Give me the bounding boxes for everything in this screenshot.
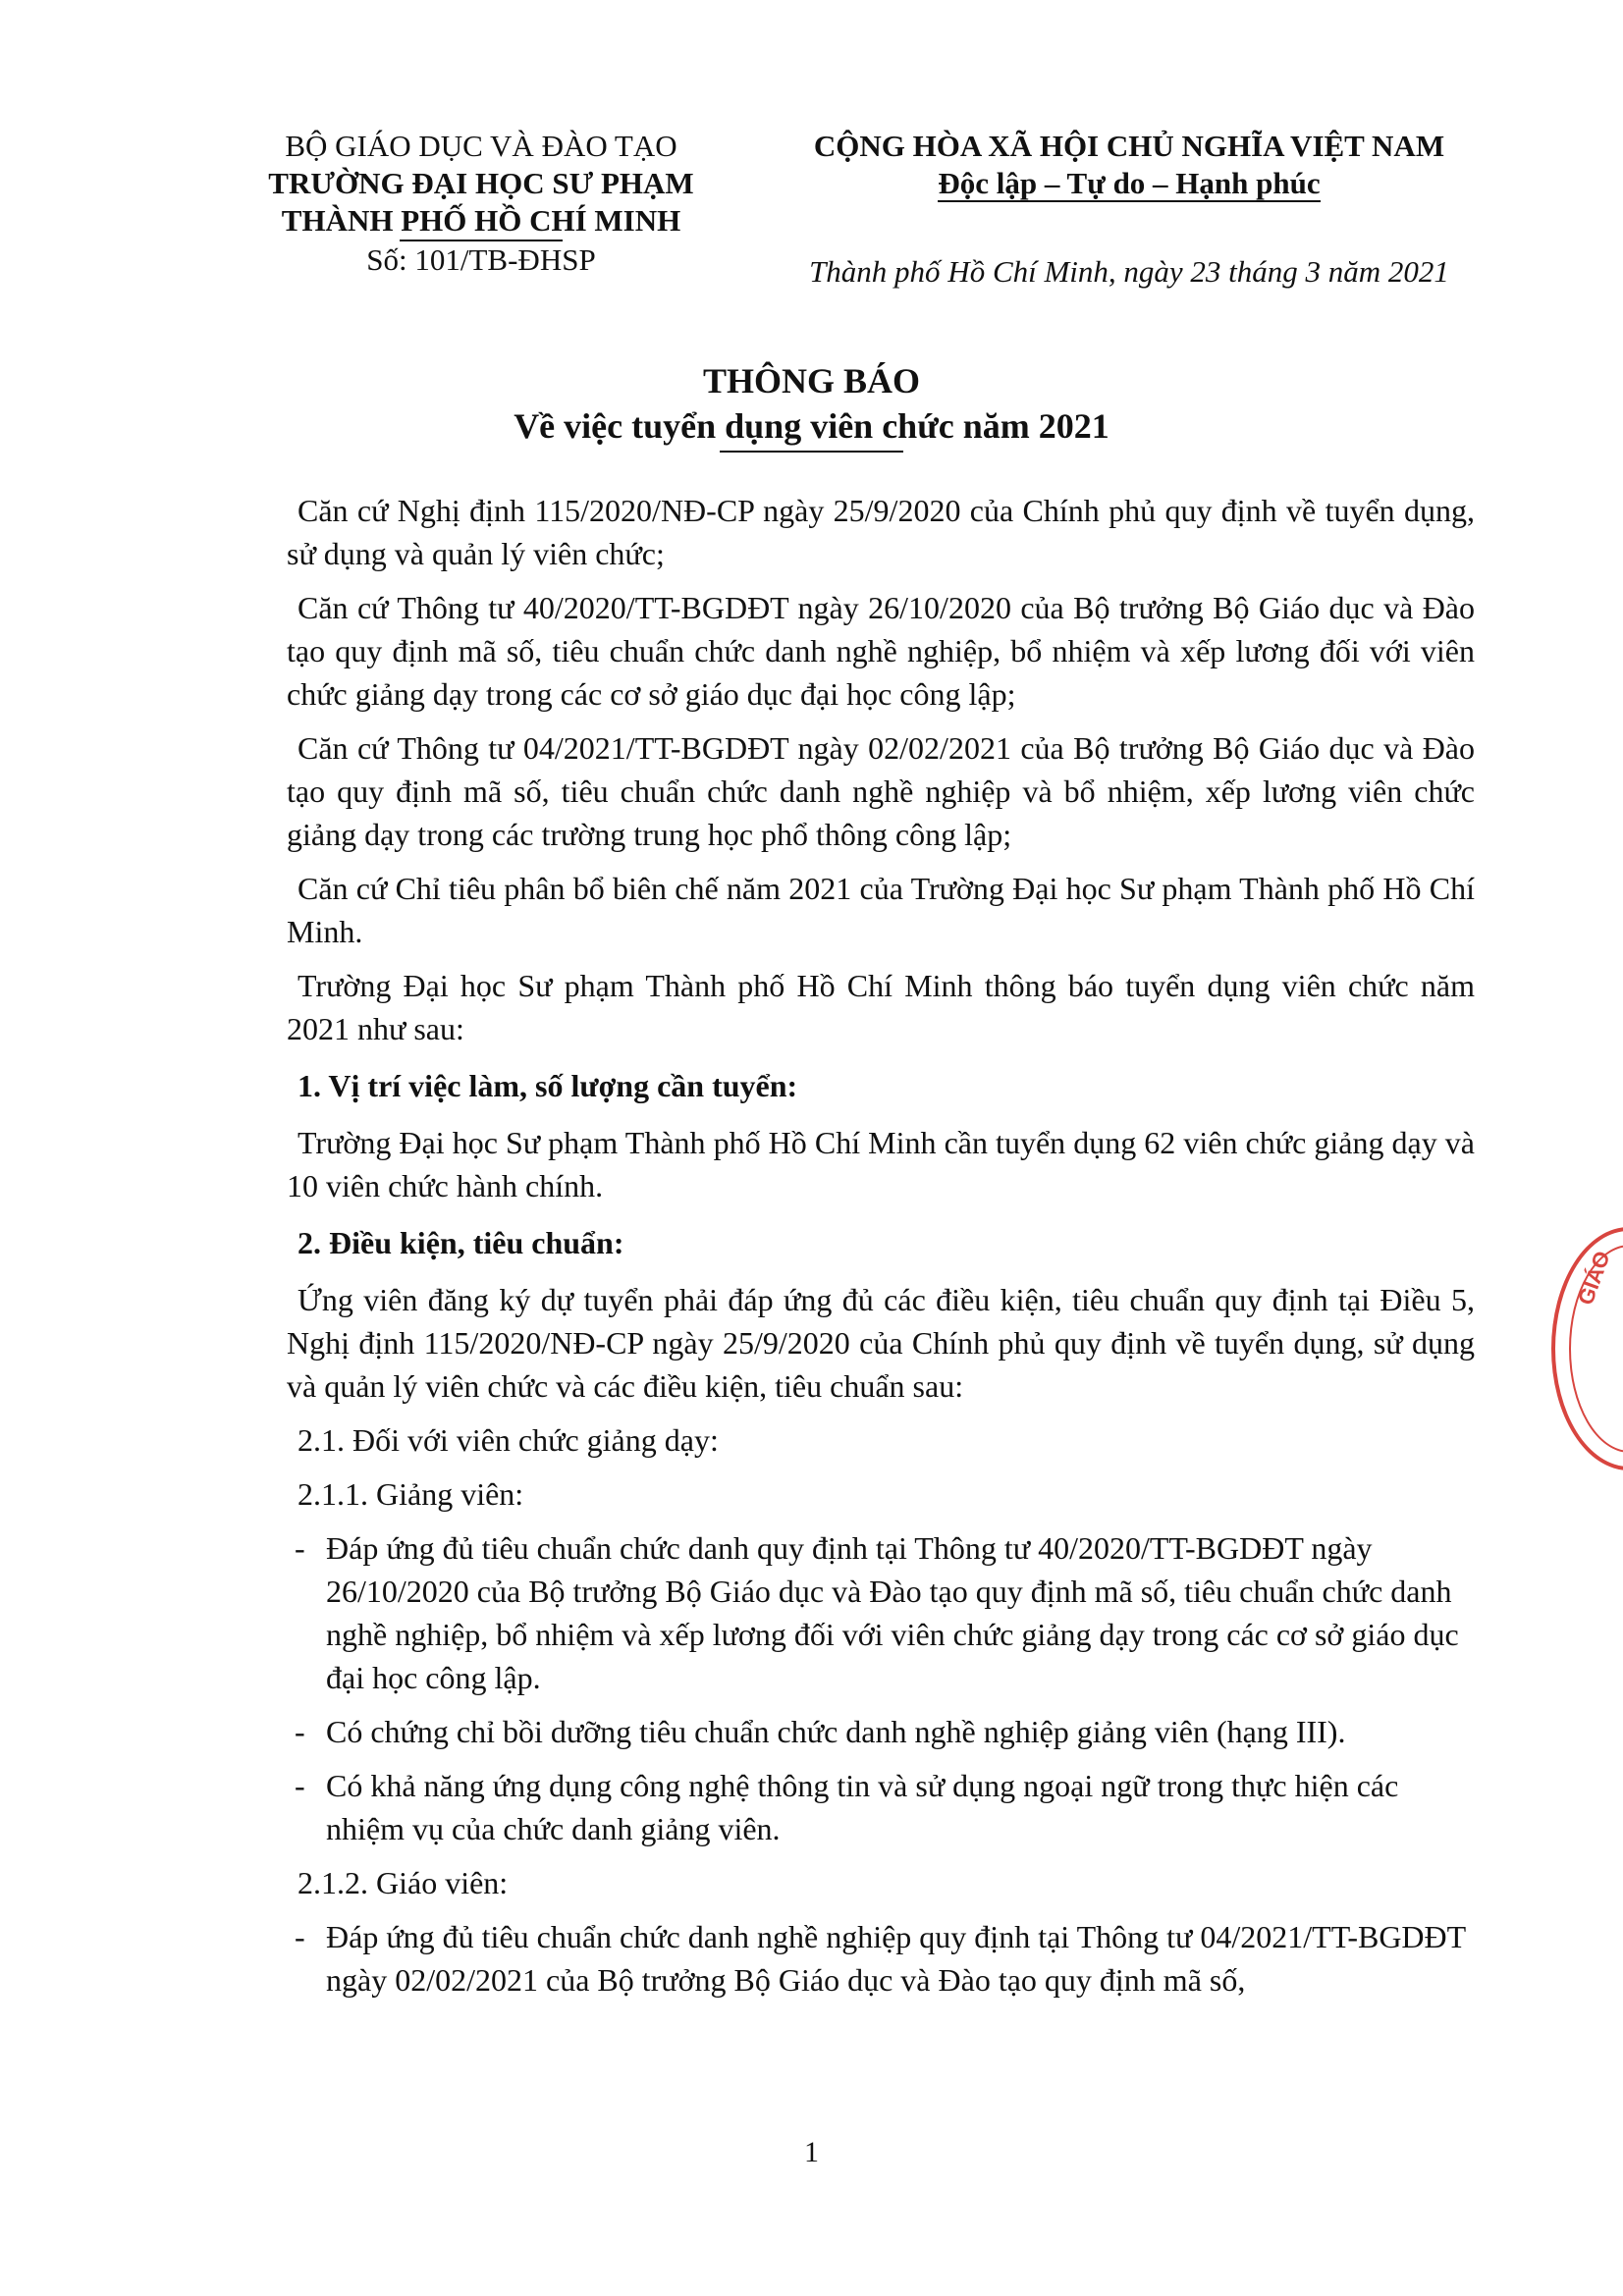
list-item: - Đáp ứng đủ tiêu chuẩn chức danh nghề nghiệp quy định tại Thông tư 04/2021/TT-BGDĐT ngày 02/02/2021 của Bộ trưởng Bộ Giáo dục và Đào tạo quy định mã số,	[287, 1915, 1475, 2002]
school-name-line2: THÀNH PHỐ HỒ CHÍ MINH	[281, 203, 681, 238]
seal-text: GIÁO	[1573, 1248, 1615, 1308]
document-body	[287, 489, 1475, 2012]
document-title-block	[0, 358, 1623, 449]
place-date: Thành phố Hồ Chí Minh, ngày 23 tháng 3 năm 2021	[809, 254, 1449, 289]
basis-paragraph-1: Căn cứ Nghị định 115/2020/NĐ-CP ngày 25/9/2020 của Chính phủ quy định về tuyển dụng, sử dụng và quản lý viên chức;	[287, 493, 1475, 571]
basis-paragraph-3: Căn cứ Thông tư 04/2021/TT-BGDĐT ngày 02/02/2021 của Bộ trưởng Bộ Giáo dục và Đào tạo quy định mã số, tiêu chuẩn chức danh nghề nghiệp và bổ nhiệm, xếp lương viên chức giảng dạy trong các trường trung học phổ thông công lập;	[287, 730, 1475, 852]
school-name-line1: TRƯỜNG ĐẠI HỌC SƯ PHẠM	[268, 166, 694, 200]
national-header-block	[785, 128, 1473, 291]
section-1-text: Trường Đại học Sư phạm Thành phố Hồ Chí Minh cần tuyển dụng 62 viên chức giảng dạy và 10 viên chức hành chính.	[287, 1125, 1475, 1203]
country-name: CỘNG HÒA XÃ HỘI CHỦ NGHĨA VIỆT NAM	[813, 129, 1445, 163]
teacher-requirements-list	[287, 1915, 1475, 2002]
basis-paragraph-2: Căn cứ Thông tư 40/2020/TT-BGDĐT ngày 26/10/2020 của Bộ trưởng Bộ Giáo dục và Đào tạo quy định mã số, tiêu chuẩn chức danh nghề nghiệp, bổ nhiệm và xếp lương đối với viên chức giảng dạy trong các cơ sở giáo dục đại học công lập;	[287, 590, 1475, 712]
list-item: - Có chứng chỉ bồi dưỡng tiêu chuẩn chức danh nghề nghiệp giảng viên (hạng III).	[287, 1710, 1475, 1753]
section-1-heading: 1. Vị trí việc làm, số lượng cần tuyển:	[298, 1068, 798, 1103]
list-item: - Có khả năng ứng dụng công nghệ thông tin và sử dụng ngoại ngữ trong thực hiện các nhiệm vụ của chức danh giảng viên.	[287, 1764, 1475, 1850]
section-2-intro: Ứng viên đăng ký dự tuyển phải đáp ứng đủ các điều kiện, tiêu chuẩn quy định tại Điều 5, Nghị định 115/2020/NĐ-CP ngày 25/9/2020 của Chính phủ quy định về tuyển dụng, sử dụng và quản lý viên chức và các điều kiện, tiêu chuẩn sau:	[287, 1282, 1475, 1404]
subsection-2-1-2: 2.1.2. Giáo viên:	[298, 1865, 509, 1900]
subsection-2-1-1: 2.1.1. Giảng viên:	[298, 1476, 524, 1512]
list-item: - Đáp ứng đủ tiêu chuẩn chức danh quy định tại Thông tư 40/2020/TT-BGDĐT ngày 26/10/2020 của Bộ trưởng Bộ Giáo dục và Đào tạo quy định mã số, tiêu chuẩn chức danh nghề nghiệp, bổ nhiệm và xếp lương đối với viên chức giảng dạy trong các cơ sở giáo dục đại học công lập.	[287, 1526, 1475, 1699]
issuing-authority-block	[236, 128, 727, 279]
national-motto: Độc lập – Tự do – Hạnh phúc	[938, 166, 1321, 200]
document-title: THÔNG BÁO	[702, 361, 921, 400]
document-subtitle: Về việc tuyển dụng viên chức năm 2021	[514, 403, 1109, 449]
lecturer-requirements-list	[287, 1526, 1475, 1850]
ministry-name: BỘ GIÁO DỤC VÀ ĐÀO TẠO	[285, 129, 677, 163]
document-number: Số: 101/TB-ĐHSP	[366, 242, 596, 277]
announcement-paragraph: Trường Đại học Sư phạm Thành phố Hồ Chí Minh thông báo tuyển dụng viên chức năm 2021 như sau:	[287, 968, 1475, 1046]
subsection-2-1: 2.1. Đối với viên chức giảng dạy:	[298, 1422, 719, 1458]
page-number: 1	[804, 2136, 819, 2168]
section-2-heading: 2. Điều kiện, tiêu chuẩn:	[298, 1225, 624, 1260]
official-seal-stamp	[1551, 1227, 1623, 1470]
basis-paragraph-4: Căn cứ Chỉ tiêu phân bổ biên chế năm 2021 của Trường Đại học Sư phạm Thành phố Hồ Chí Minh.	[287, 871, 1475, 949]
